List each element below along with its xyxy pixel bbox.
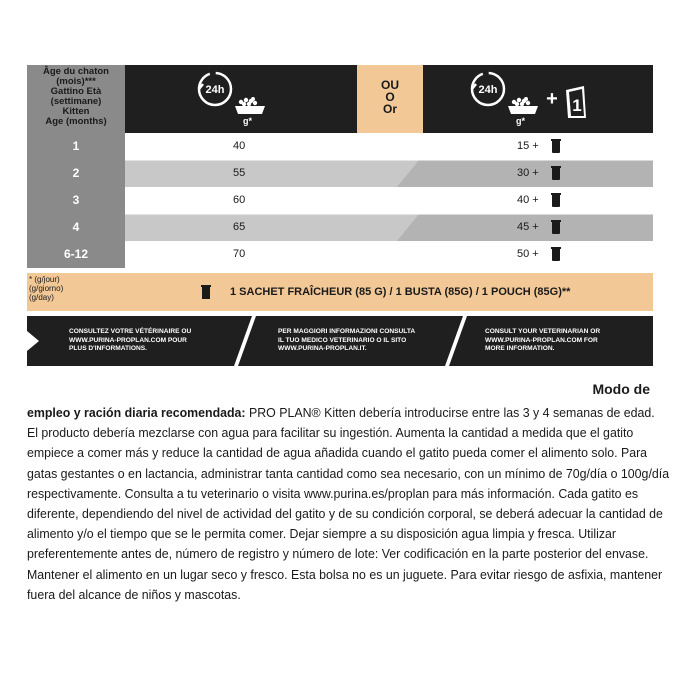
plus-label: +	[546, 88, 558, 110]
lead-rest: PRO PLAN® Kitten debería introducirse entre las 3 y 4 semanas de edad.	[245, 405, 655, 420]
pouch-icon	[202, 285, 210, 299]
row-band	[125, 160, 653, 187]
age-column-header	[27, 65, 125, 133]
age-cell: 4	[27, 214, 125, 241]
dry-amount: 60	[233, 194, 246, 206]
or-line: Or	[382, 102, 397, 116]
paragraph-line	[27, 403, 655, 423]
info-en	[485, 328, 600, 354]
dry-amount: 65	[233, 221, 246, 233]
mixed-amount: 40 +	[517, 194, 539, 206]
unit-line: (g/giorno)	[29, 284, 64, 293]
feeding-table	[27, 65, 653, 366]
table-row	[27, 160, 653, 187]
divider-slash	[234, 316, 256, 366]
pouch-icon	[552, 139, 560, 153]
info-line: WWW.PURINA-PROPLAN.COM FOR	[485, 336, 598, 344]
mixed-amount: 30 +	[517, 167, 539, 179]
paragraph-line: El producto debería mezclarse con agua para facilitar su ingestión. Aumenta la cantidad a medida que el gatito	[27, 425, 634, 441]
pouch-icon	[552, 166, 560, 180]
paragraph-line: diferente, dependiendo del nivel de actividad del gatito y de su condición corporal, se deberá adecuar la cantidad de	[27, 506, 663, 522]
age-header-line: Gattino Età	[50, 86, 102, 97]
info-fr	[69, 328, 191, 354]
units-row	[27, 273, 653, 311]
info-line: IL TUO MEDICO VETERINARIO O IL SITO	[278, 336, 407, 344]
age-header-line: Âge du chaton	[43, 66, 109, 77]
dry-amount: 70	[233, 248, 246, 260]
age-header-line: Kitten	[62, 106, 90, 117]
age-cell: 2	[27, 160, 125, 187]
age-header-line: (mois)***	[56, 76, 96, 87]
units-legend	[29, 275, 63, 302]
paragraph-line: preferentemente antes de, número de registro y número de lote: Ver codificación en la parte posterior del envase.	[27, 546, 649, 562]
dry-amount: 55	[233, 167, 246, 179]
age-header-line: (settimane)	[50, 96, 102, 107]
unit-line: * (g/jour)	[29, 275, 60, 284]
grams-label: g*	[243, 116, 252, 126]
info-line: MORE INFORMATION.	[485, 345, 555, 352]
mixed-amount: 50 +	[517, 248, 539, 260]
or-label	[357, 65, 423, 133]
age-header-line: Age (months)	[45, 116, 107, 127]
clock-bowl-pouch-icon	[468, 68, 618, 132]
pouch-icon	[552, 193, 560, 207]
paragraph-line: fuera del alcance de niños y mascotas.	[27, 586, 241, 602]
section-heading: Modo de	[592, 381, 650, 397]
table-row	[27, 187, 653, 214]
usage-paragraph	[27, 403, 670, 605]
table-row	[27, 241, 653, 268]
bold-lead: empleo y ración diaria recomendada:	[27, 405, 246, 420]
clock-bowl-icon	[195, 68, 305, 132]
24h-label: 24h	[478, 84, 498, 96]
dry-only-header	[125, 65, 357, 133]
info-line: WWW.PURINA-PROPLAN.COM POUR	[69, 336, 187, 344]
info-line: PER MAGGIORI INFORMAZIONI CONSULTA	[278, 328, 416, 335]
paragraph-line: Mantener el alimento en un lugar seco y fresco. Esta bolsa no es un juguete. Para evitar riesgo de asfixia, mantener	[27, 566, 663, 582]
info-line: WWW.PURINA-PROPLAN.IT.	[278, 345, 367, 352]
arrow-icon	[27, 331, 39, 351]
row-band	[125, 133, 653, 160]
age-cell: 1	[27, 133, 125, 160]
paragraph-line: alimento y/o el tiempo que se le permita comer. Dejar siempre a su disposición agua limpia y fresca. Utilizar	[27, 526, 617, 542]
or-line: OU	[381, 78, 399, 92]
pouch-count-label: 1	[572, 96, 582, 115]
row-band	[125, 214, 653, 241]
info-bar	[27, 316, 653, 366]
pouch-icon	[552, 247, 560, 261]
table-row	[27, 133, 653, 160]
mixed-amount: 15 +	[517, 140, 539, 152]
table-header	[27, 65, 653, 133]
row-band	[125, 187, 653, 214]
sachet-text: 1 SACHET FRAÎCHEUR (85 G) / 1 BUSTA (85G) / 1 POUCH (85G)**	[230, 286, 571, 298]
pouch-icon	[552, 220, 560, 234]
paragraph-line: gatas gestantes o en lactancia, administrar tanta cantidad como sea necesario, con un mínimo de 70g/día o 100g/día	[27, 465, 670, 481]
info-line: PLUS D'INFORMATIONS.	[69, 345, 148, 352]
dry-amount: 40	[233, 140, 246, 152]
or-line: O	[385, 90, 395, 104]
mixed-feeding-header	[423, 65, 653, 133]
info-line: CONSULT YOUR VETERINARIAN OR	[485, 328, 601, 335]
24h-label: 24h	[205, 84, 225, 96]
unit-line: (g/day)	[29, 293, 54, 302]
mixed-amount: 45 +	[517, 221, 539, 233]
paragraph-line: empiece a comer más y reduce la cantidad de agua añadida cuando el gatito pueda comer el alimento solo. Para	[27, 445, 648, 461]
grams-label: g*	[516, 116, 525, 126]
age-cell: 6-12	[27, 241, 125, 268]
info-it	[278, 328, 415, 354]
paragraph-line: respectivamente. Consulta a tu veterinario o visita www.purina.es/proplan para más información. Cada gatito es	[27, 485, 639, 501]
age-cell: 3	[27, 187, 125, 214]
row-band	[125, 241, 653, 268]
divider-slash	[445, 316, 467, 366]
info-line: CONSULTEZ VOTRE VÉTÉRINAIRE OU	[69, 328, 192, 335]
table-row	[27, 214, 653, 241]
